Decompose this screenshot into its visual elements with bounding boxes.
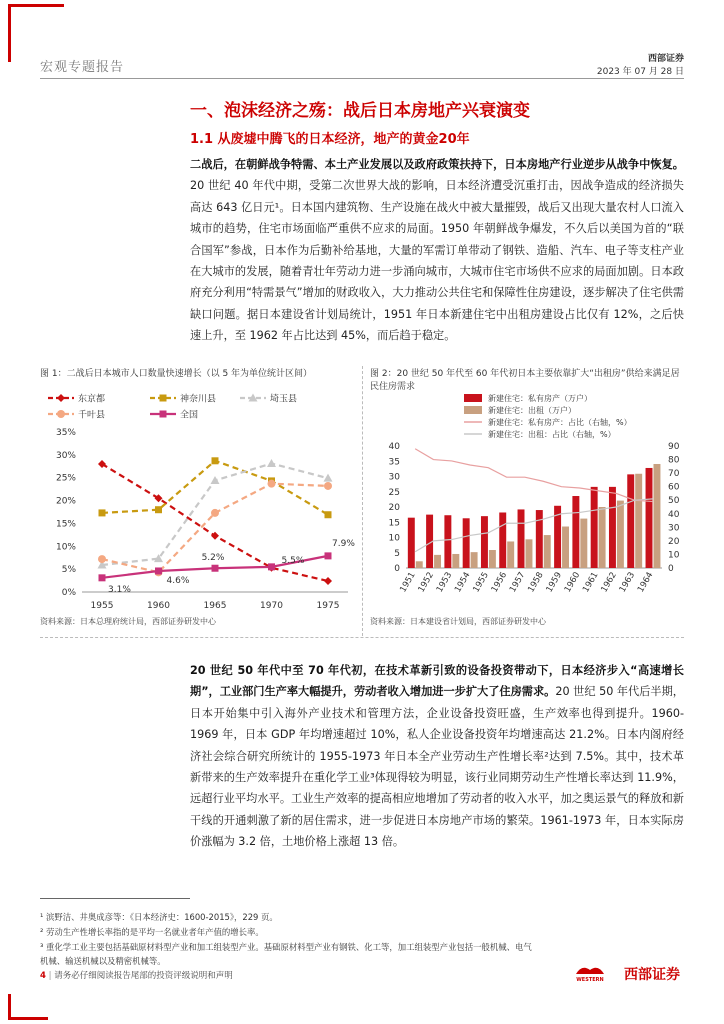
- y-right-tick-label: 10: [668, 550, 680, 561]
- bar-rental: [580, 519, 587, 568]
- bar-private: [408, 518, 415, 568]
- data-point: [155, 506, 162, 513]
- data-label: 3.1%: [108, 584, 131, 595]
- data-point: [99, 509, 106, 516]
- legend-label: 新建住宅：出租：占比（右轴，%）: [488, 430, 616, 439]
- company-logo-text: 西部证券: [624, 967, 680, 983]
- x-tick-label: 1951: [398, 570, 418, 595]
- bar-private: [609, 487, 616, 568]
- header-divider: [40, 78, 684, 79]
- data-point: [98, 555, 106, 563]
- y-left-tick-label: 25: [388, 487, 400, 498]
- y-left-tick-label: 0: [394, 564, 400, 574]
- y-tick-label: 25%: [55, 473, 76, 484]
- x-tick-label: 1953: [434, 570, 455, 595]
- y-tick-label: 10%: [55, 542, 76, 553]
- x-tick-label: 1975: [316, 601, 340, 611]
- data-point: [268, 563, 275, 570]
- line-chart: [40, 384, 360, 612]
- x-tick-label: 1970: [260, 601, 283, 611]
- figure-2-source: 资料来源：日本建设省计划局，西部证券研发中心: [370, 617, 546, 626]
- data-label: 5.2%: [201, 553, 225, 564]
- x-tick-label: 1961: [581, 570, 601, 595]
- y-left-tick-label: 5: [394, 548, 400, 559]
- legend-label: 新建住宅：出租（万户）: [488, 406, 576, 415]
- figure-2-chart: [366, 392, 690, 614]
- paragraph-1: [190, 154, 684, 347]
- disclaimer-text: 请务必仔细阅读报告尾部的投资评级说明和声明: [54, 971, 233, 981]
- x-tick-label: 1960: [147, 601, 170, 611]
- data-label: 5.5%: [281, 555, 305, 566]
- legend-marker: [160, 411, 167, 418]
- y-right-tick-label: 0: [668, 564, 674, 574]
- bar-private: [463, 518, 470, 568]
- paragraph-2-body: 20 世纪 50 年代后半期，日本开始集中引入海外产业技术和管理方法，企业设备投资旺盛，生产效率也得到提升。1960-1969 年，日本 GDP 年均增速超过 10%，私人企业设备投资年均增速高达 21.2%。日本内阁府经济社会综合研究所统计的 1955-1973 年日本全产业劳动生产性增长率²达到 7.5%。其中，技术革新带来的生产效率提升在重化学工业³体现得较为明显，该行业同期劳动生产性增长率达到 11.9%，远超行业平均水平。工业生产效率的提高相应地增加了劳动者的收入水平，加之奥运景气的释放和新干线的开通刺激了新的居住需求，进一步促进日本房地产市场的繁荣。1961-1973 年，日本实际房价涨幅为 3.2 倍，土地价格上涨超 13 倍。: [190, 685, 684, 849]
- page-footer: 4 | 请务必仔细阅读报告尾部的投资评级说明和声明: [40, 971, 233, 981]
- bar-chart: [366, 392, 690, 614]
- footnote-3-cont: 机械、输送机械以及精密机械等。: [40, 956, 166, 966]
- paragraph-1-body: 20 世纪 40 年代中期，受第二次世界大战的影响，日本经济遭受沉重打击，因战争造成的经济损失高达 643 亿日元¹。日本国内建筑物、生产设施在战火中被大量摧毁，战后又出现大量农村人口流入城市的趋势，住宅市场面临严重供不应求的局面。1950 年朝鲜战争爆发，不久后以美国为首的“联合国军”参战，日本作为后勤补给基地，大量的军需订单带动了钢铁、造船、汽车、电子等支柱产业在大城市的发展，随着青壮年劳动力进一步涌向城市，大城市住宅市场供不应求的局面加剧。日本政府充分利用“特需景气”增加的财政收入，大力推动公共住宅和保障性住房建设，逐步解决了住宅供需缺口问题。据日本建设省计划局统计，1951 年日本新建住宅中出租房建设占比仅有 12%，之后快速上升，至 1962 年占比达到 45%，而后趋于稳定。: [190, 179, 684, 343]
- legend-label: 全国: [180, 410, 199, 421]
- footnote-divider: [40, 898, 190, 899]
- bar-rental: [525, 539, 532, 568]
- company-logo-icon: [574, 960, 606, 982]
- x-tick-label: 1958: [526, 570, 546, 595]
- legend-marker: [57, 394, 65, 402]
- x-tick-label: 1955: [90, 601, 114, 611]
- paragraph-2-lead: 20 世纪 50 年代中至 70 年代初，在技术革新引致的设备投资带动下，日本经济步入“高速增长期”，工业部门生产率大幅提升，劳动者收入增加进一步扩大了住房需求。: [190, 664, 684, 699]
- corner-decoration: [8, 4, 64, 7]
- figure-2-caption: 图 2：20 世纪 50 年代至 60 年代初日本主要依靠扩大“出租房”供给来满足居民住房需求: [370, 369, 680, 392]
- bar-private: [536, 510, 543, 568]
- data-point: [211, 509, 219, 517]
- data-point: [324, 577, 332, 585]
- y-left-tick-label: 20: [388, 503, 400, 513]
- data-point: [267, 459, 276, 467]
- figure-1-source: 资料来源：日本总理府统计局，西部证券研发中心: [40, 617, 216, 626]
- x-tick-label: 1957: [507, 570, 528, 595]
- bar-rental: [617, 501, 624, 568]
- y-tick-label: 5%: [61, 565, 76, 576]
- y-right-tick-label: 60: [668, 482, 680, 493]
- x-tick-label: 1960: [562, 570, 583, 595]
- legend-label: 千叶县: [78, 410, 106, 421]
- bar-rental: [471, 552, 478, 568]
- share-line: [415, 449, 653, 502]
- figure-divider: [362, 366, 363, 636]
- figure-1-caption: 图 1：二战后日本城市人口数量快速增长（以 5 年为单位统计区间）: [40, 369, 313, 379]
- bar-private: [591, 487, 598, 568]
- y-right-tick-label: 70: [668, 469, 680, 480]
- x-tick-label: 1955: [471, 570, 491, 595]
- bar-rental: [599, 507, 606, 568]
- y-tick-label: 20%: [55, 496, 76, 507]
- y-tick-label: 30%: [55, 450, 76, 461]
- data-point: [99, 574, 106, 581]
- report-date: 2023 年 07 月 28 日: [596, 67, 684, 77]
- legend-label: 埼玉县: [270, 394, 298, 405]
- y-right-tick-label: 40: [668, 509, 680, 520]
- data-point: [325, 552, 332, 559]
- y-right-tick-label: 20: [668, 536, 680, 547]
- figure-bottom-divider: [40, 637, 684, 638]
- bar-rental: [562, 527, 569, 568]
- data-point: [212, 457, 219, 464]
- x-tick-label: 1954: [453, 570, 473, 595]
- legend-marker: [160, 395, 167, 402]
- y-left-tick-label: 10: [388, 533, 400, 544]
- subsection-title: 1.1 从废墟中腾飞的日本经济，地产的黄金20年: [190, 132, 470, 147]
- x-tick-label: 1956: [489, 570, 510, 595]
- bar-private: [627, 474, 634, 568]
- data-point: [324, 482, 332, 490]
- legend-label: 新建住宅：私有房产：占比（右轴，%）: [488, 418, 632, 427]
- bar-private: [499, 512, 506, 568]
- logo-english-text: WESTERN: [576, 977, 604, 982]
- legend-label: 神奈川县: [180, 394, 217, 405]
- data-point: [211, 476, 220, 484]
- bar-rental: [507, 541, 514, 568]
- bar-private: [444, 515, 451, 568]
- x-tick-label: 1952: [416, 570, 437, 595]
- bar-rental: [544, 535, 551, 568]
- bar-rental: [434, 555, 441, 568]
- bar-private: [481, 516, 488, 568]
- page-number: 4: [40, 971, 46, 981]
- y-right-tick-label: 30: [668, 523, 680, 534]
- y-tick-label: 15%: [55, 519, 76, 530]
- data-point: [212, 565, 219, 572]
- data-point: [325, 511, 332, 518]
- bar-rental: [635, 474, 642, 568]
- legend-swatch: [464, 406, 482, 414]
- paragraph-2: [190, 660, 684, 853]
- y-left-tick-label: 15: [388, 518, 400, 529]
- x-tick-label: 1964: [635, 570, 656, 595]
- data-point: [268, 480, 276, 488]
- y-left-tick-label: 35: [388, 457, 400, 468]
- data-label: 4.6%: [166, 575, 190, 586]
- y-right-tick-label: 90: [668, 442, 680, 452]
- y-right-tick-label: 80: [668, 455, 680, 466]
- x-tick-label: 1963: [617, 570, 638, 595]
- bar-rental: [489, 550, 496, 568]
- x-tick-label: 1962: [599, 570, 619, 595]
- x-tick-label: 1959: [544, 570, 565, 595]
- legend-marker: [57, 410, 65, 418]
- report-type: 宏观专题报告: [40, 60, 125, 75]
- section-title: 一、泡沫经济之殇：战后日本房地产兴衰演变: [190, 101, 530, 121]
- figure-1-chart: [40, 384, 360, 612]
- y-left-tick-label: 30: [388, 472, 400, 483]
- corner-decoration: [8, 4, 11, 62]
- bar-private: [572, 496, 579, 568]
- footnote-3: ³ 重化学工业主要包括基础原材料型产业和加工组装型产业。基础原材料型产业有钢铁、化工等，加工组装型产业包括一般机械、电气: [40, 942, 532, 952]
- bar-private: [518, 509, 525, 568]
- y-tick-label: 35%: [55, 428, 76, 438]
- legend-label: 东京都: [78, 394, 106, 405]
- data-point: [155, 567, 162, 574]
- y-tick-label: 0%: [61, 588, 76, 598]
- corner-decoration: [8, 1017, 48, 1020]
- bar-rental: [416, 561, 423, 568]
- paragraph-1-lead: 二战后，在朝鲜战争特需、本土产业发展以及政府政策扶持下，日本房地产行业逆步从战争中恢复。: [190, 158, 684, 171]
- bar-rental: [452, 554, 459, 568]
- bar-private: [646, 468, 653, 568]
- footnote-2: ² 劳动生产性增长率指的是平均一名就业者年产值的增长率。: [40, 927, 264, 937]
- legend-swatch: [464, 394, 482, 402]
- x-tick-label: 1965: [203, 601, 227, 611]
- data-point: [324, 474, 333, 482]
- data-label: 7.9%: [332, 538, 355, 549]
- y-left-tick-label: 40: [388, 442, 400, 452]
- y-right-tick-label: 50: [668, 496, 680, 507]
- bar-rental: [653, 464, 660, 568]
- brand-name: 西部证券: [647, 54, 684, 64]
- footnote-1: ¹ 滨野洁、井奥成彦等：《日本经济史：1600-2015》，229 页。: [40, 912, 278, 922]
- legend-label: 新建住宅：私有房产（万户）: [488, 394, 592, 403]
